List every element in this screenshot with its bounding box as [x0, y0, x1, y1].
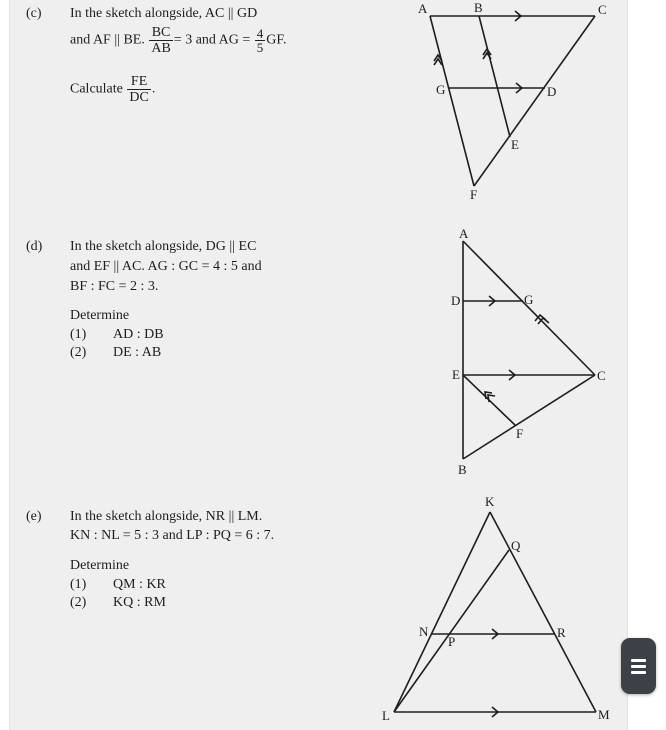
question-text-line: In the sketch alongside, NR || LM. — [70, 509, 263, 524]
vertex-label: C — [598, 2, 607, 17]
sub-question-number: (2) — [70, 595, 87, 610]
fraction-4-5: $\frac{4}{5}$ — [256, 26, 264, 55]
hamburger-menu-icon — [631, 656, 646, 677]
vertex-label: Q — [511, 538, 521, 553]
sub-question-number: (1) — [70, 327, 87, 342]
vertex-label: E — [452, 367, 460, 382]
fraction-fe-dc: $\frac{FE}{DC}$ — [129, 74, 149, 105]
vertex-label: L — [382, 708, 390, 723]
floating-menu-button[interactable] — [621, 638, 656, 694]
diagram-c — [430, 11, 595, 186]
vertex-label: C — [597, 368, 606, 383]
question-label: (c) — [26, 6, 42, 21]
sub-question-number: (2) — [70, 345, 87, 360]
sub-question-text: AD : DB — [113, 327, 164, 342]
vertex-label: F — [470, 187, 478, 202]
calculate-line: Calculate $\frac{FE}{DC}$ . — [70, 74, 156, 105]
vertex-label: A — [459, 226, 469, 241]
vertex-label: G — [524, 292, 534, 307]
sub-question-text: KQ : RM — [113, 595, 166, 610]
question-label: (e) — [26, 509, 42, 524]
vertex-label: E — [511, 137, 519, 152]
vertex-label: R — [557, 625, 566, 640]
question-text-line: In the sketch alongside, AC || GD — [70, 6, 258, 21]
sub-question-text: DE : AB — [113, 345, 162, 360]
question-text-line: In the sketch alongside, DG || EC — [70, 239, 257, 254]
vertex-label: N — [419, 624, 429, 639]
vertex-label: F — [516, 426, 524, 441]
vertex-label: M — [598, 707, 610, 722]
question-text-line: BF : FC = 2 : 3. — [70, 279, 159, 294]
sub-question-text: QM : KR — [113, 577, 166, 592]
vertex-label: A — [418, 1, 428, 16]
question-text-line: and AF || BE. $\frac{BC}{AB}$ = 3 and AG = $\frac{4}{5}$ GF. — [70, 25, 287, 56]
question-text-line: and EF || AC. AG : GC = 4 : 5 and — [70, 259, 262, 274]
vertex-label: P — [448, 634, 456, 649]
question-text-line: KN : NL = 5 : 3 and LP : PQ = 6 : 7. — [70, 528, 275, 543]
sub-question-number: (1) — [70, 577, 87, 592]
question-label: (d) — [26, 239, 43, 254]
vertex-label: B — [474, 0, 483, 15]
vertex-label: D — [451, 293, 461, 308]
diagram-e — [394, 512, 596, 717]
diagram-d — [463, 241, 595, 459]
determine-label: Determine — [70, 308, 130, 323]
vertex-label: K — [485, 494, 495, 509]
vertex-label: B — [458, 462, 467, 477]
fraction-bc-ab: $\frac{BC}{AB}$ — [151, 25, 171, 56]
vertex-label: D — [547, 84, 557, 99]
determine-label: Determine — [70, 558, 130, 573]
vertex-label: G — [436, 82, 446, 97]
